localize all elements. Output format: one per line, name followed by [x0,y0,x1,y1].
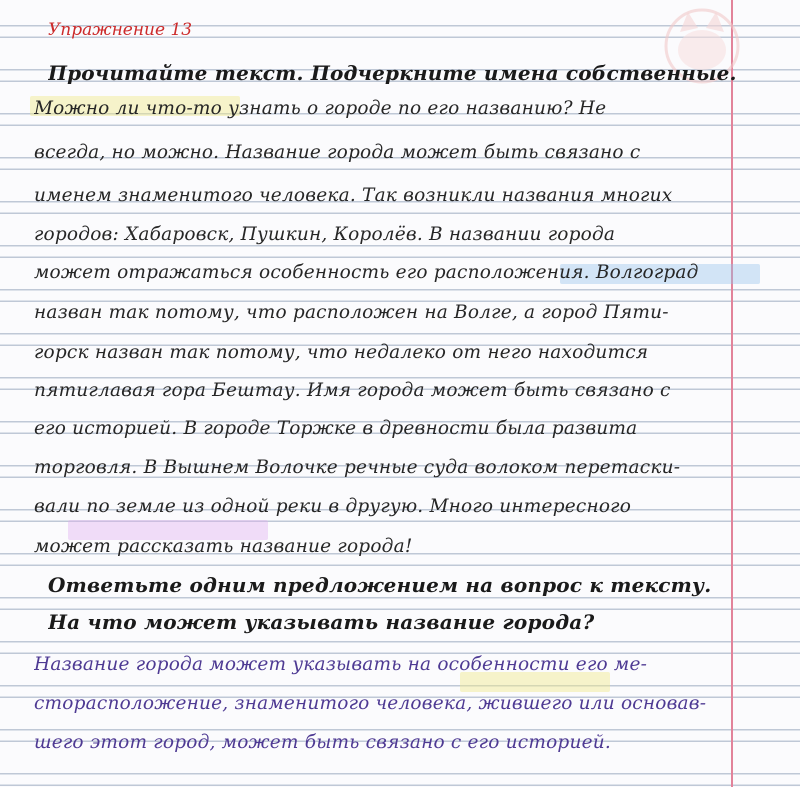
text-line: торговля. В Вышнем Волочке речные суда волоком перетаски- [34,457,681,478]
text-line: всегда, но можно. Название города может быть связано с [34,142,641,163]
text-line: его историей. В городе Торжке в древности была развита [34,418,638,439]
question-instruction: Ответьте одним предложением на вопрос к тексту. [48,573,712,597]
exercise-label: Упражнение 13 [48,20,193,40]
text-line: вали по земле из одной реки в другую. Много интересного [34,496,632,517]
text-line: может рассказать название города! [34,536,413,557]
text-line: пятиглавая гора Бештау. Имя города может быть связано с [34,380,671,401]
question-text: На что может указывать название города? [48,610,595,634]
text-line: городов: Хабаровск, Пушкин, Королёв. В названии города [34,224,616,245]
notebook-margin-line [731,0,733,787]
text-line: именем знаменитого человека. Так возникли названия многих [34,185,673,206]
text-line: горск назван так потому, что недалеко от него находится [34,342,649,363]
answer-line: шего этот город, может быть связано с его историей. [34,732,611,753]
answer-line: сторасположение, знаменитого человека, жившего или основав- [34,693,707,714]
text-line: назван так потому, что расположен на Волге, а город Пяти- [34,302,669,323]
answer-line: Название города может указывать на особенности его ме- [34,654,648,675]
task-instruction: Прочитайте текст. Подчеркните имена собственные. [48,61,737,85]
text-line: может отражаться особенность его расположения. Волгоград [34,262,699,283]
text-line: Можно ли что-то узнать о городе по его названию? Не [34,98,607,119]
